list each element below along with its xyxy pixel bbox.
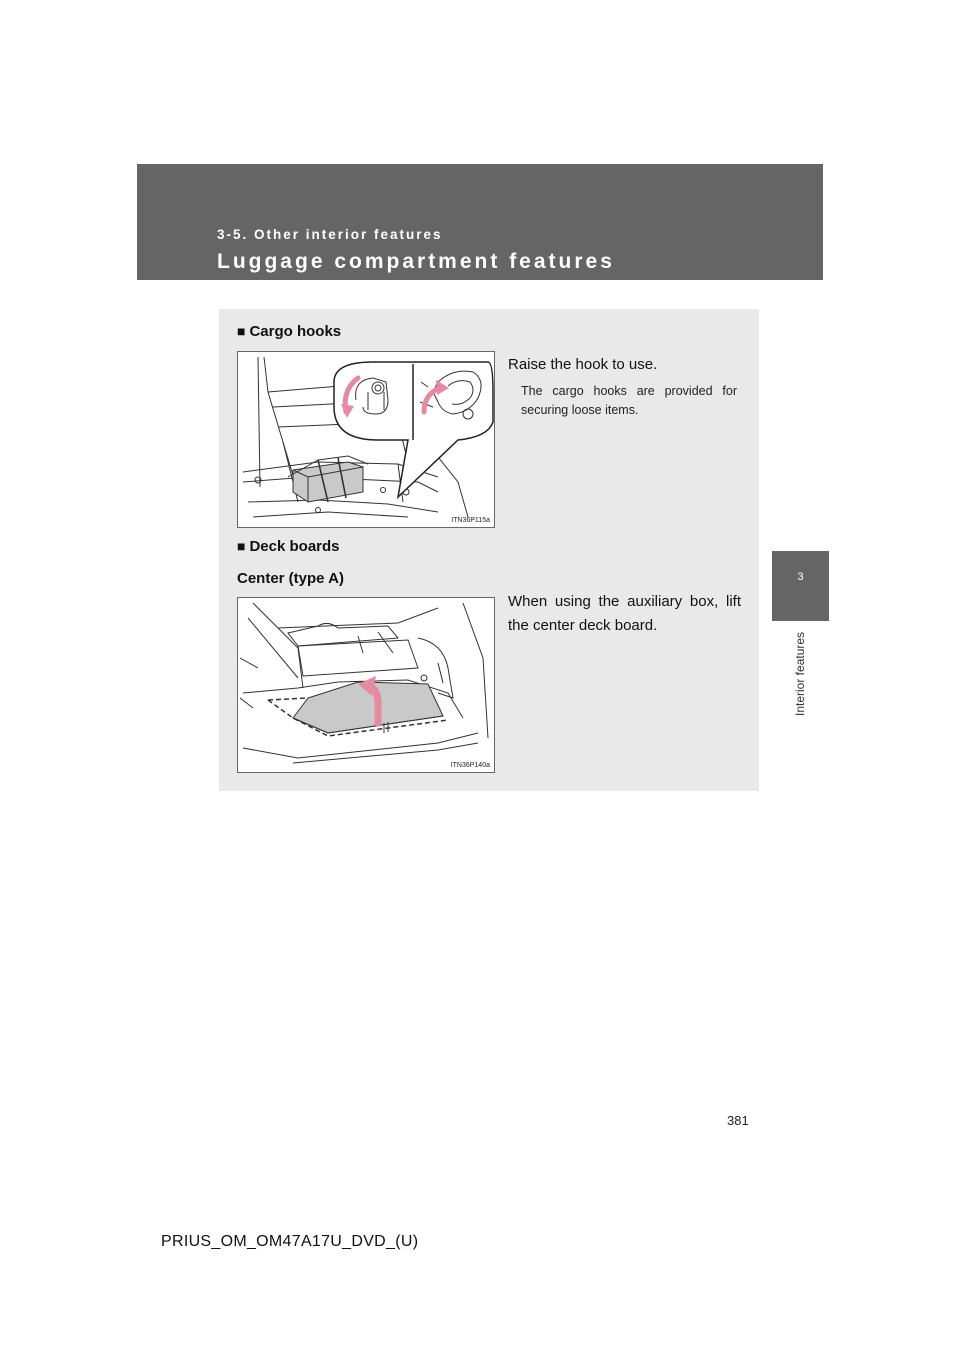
- section-header: [137, 164, 823, 280]
- deck-boards-instruction: When using the auxiliary box, lift the center deck board.: [508, 593, 741, 634]
- square-bullet-icon: ■: [237, 323, 246, 339]
- figure-code: ITN36P140a: [450, 762, 490, 769]
- page-number: 381: [727, 1113, 749, 1128]
- page-title: Luggage compartment features: [217, 250, 615, 273]
- chapter-label: Interior features: [793, 631, 807, 716]
- chapter-number: 3: [797, 571, 804, 583]
- cargo-hooks-figure: [237, 351, 495, 528]
- cargo-hooks-instruction: Raise the hook to use.: [508, 356, 658, 373]
- cargo-hooks-note: The cargo hooks are provided for securing loose items.: [521, 384, 737, 417]
- cargo-hooks-illustration: [238, 352, 494, 527]
- content-box: [219, 309, 759, 791]
- chapter-tab: [772, 551, 829, 621]
- deck-boards-subheading: Center (type A): [237, 570, 344, 587]
- document-code: PRIUS_OM_OM47A17U_DVD_(U): [161, 1233, 419, 1250]
- section-label: 3-5. Other interior features: [217, 227, 443, 242]
- figure-code: ITN36P115a: [451, 517, 490, 524]
- deck-board-figure: [237, 597, 495, 773]
- cargo-hooks-heading: ■ Cargo hooks: [237, 323, 342, 340]
- square-bullet-icon: ■: [237, 538, 246, 554]
- deck-board-illustration: [238, 598, 494, 772]
- deck-boards-heading: ■ Deck boards: [237, 538, 340, 555]
